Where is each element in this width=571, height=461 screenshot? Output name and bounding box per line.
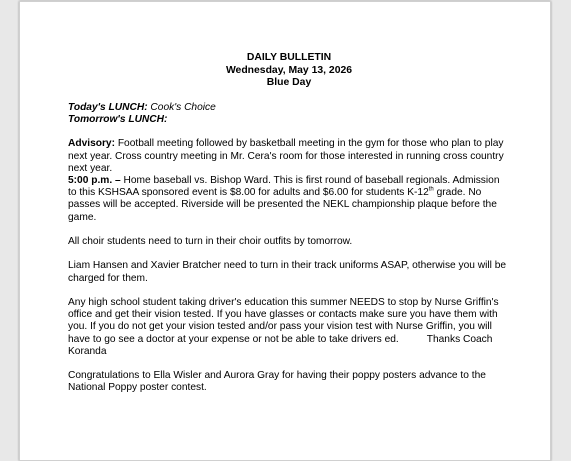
grade-superscript: th	[428, 186, 434, 193]
bulletin-date: Wednesday, May 13, 2026	[225, 64, 353, 76]
document-page	[19, 1, 551, 461]
advisory-paragraph	[68, 138, 510, 175]
baseball-paragraph	[68, 175, 510, 224]
advisory-text: Football meeting followed by basketball meeting in the gym for those who plan to play next year. Cross country meeting in Mr. Cera's room for those interested in running cross country next year.	[68, 138, 504, 174]
advisory-label: Advisory:	[68, 138, 115, 150]
document-body	[68, 52, 510, 395]
today-lunch-label: Today's LUNCH:	[68, 101, 148, 113]
drivers-ed-signoff: Thanks Coach Koranda	[68, 333, 493, 357]
baseball-text: Home baseball vs. Bishop Ward. This is first round of baseball regionals. Admission to this KSHSAA sponsored event is $8.00 for adults and $6.00 for students K-12	[68, 174, 500, 199]
bulletin-header	[68, 52, 510, 90]
tomorrow-lunch-label: Tomorrow's LUNCH:	[68, 113, 168, 125]
today-lunch-value: Cook's Choice	[147, 101, 216, 113]
tomorrow-lunch-line	[68, 114, 510, 126]
bulletin-title: DAILY BULLETIN	[246, 52, 332, 63]
drivers-ed-paragraph	[68, 297, 510, 358]
today-lunch-line	[68, 102, 510, 114]
baseball-text-cont: grade. No passes will be accepted. Riverside will be presented the NEKL championship plaque before the game.	[68, 187, 497, 223]
choir-paragraph: All choir students need to turn in their choir outfits by tomorrow.	[68, 235, 353, 247]
poppy-paragraph: Congratulations to Ella Wisler and Aurora Gray for having their poppy posters advance to the National Poppy poster contest.	[68, 370, 486, 394]
track-paragraph: Liam Hansen and Xavier Bratcher need to turn in their track uniforms ASAP, otherwise you will be charged for them.	[68, 260, 507, 284]
drivers-ed-text: Any high school student taking driver's education this summer NEEDS to stop by Nurse Griffin's office and get their vision tested. If you have glasses or contacts make sure you have them with you. If you do not get your vision tested and/or pass your vision test with Nurse Griffin, you will have to go see a doctor at your expense or not be able to take drivers ed.	[68, 296, 499, 345]
baseball-time: 5:00 p.m. –	[68, 174, 121, 186]
bulletin-day: Blue Day	[266, 77, 312, 89]
